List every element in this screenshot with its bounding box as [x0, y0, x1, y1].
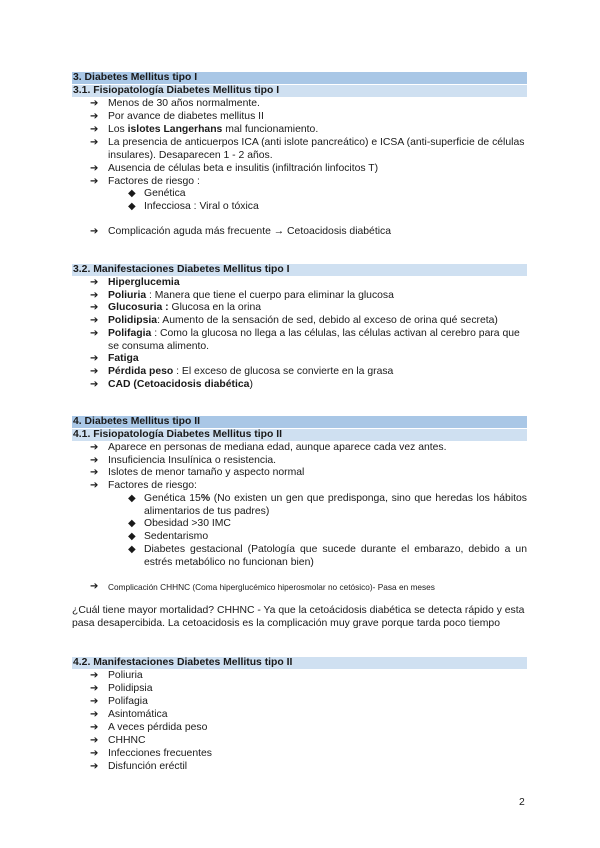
arrow-icon: ➔ — [90, 353, 99, 364]
arrow-icon: ➔ — [90, 581, 99, 592]
arrow-icon: ➔ — [90, 124, 99, 135]
arrow-icon: ➔ — [90, 722, 99, 733]
arrow-icon: ➔ — [90, 290, 99, 301]
document-page: 3. Diabetes Mellitus tipo I 3.1. Fisiopatología Diabetes Mellitus tipo I ➔ Menos de 30 años normalmente. ➔ Por avance de diabetes mellitus II ➔ Los islotes Langerhans mal funcionamiento. ➔ La presencia de anticuerpos ICA (anti islote pancreático) e ICSA (anti-superficie de células insulares). Desaparecen 1 - 2 años. ➔ Ausencia de células beta e insulitis (infiltración linfocitos T) ➔ Factores de riesgo : ◆ Genética ◆ Infecciosa : Viral o tóxica ➔ Complicación aguda más frecuente → Cetoacidosis diabética 3.2. Manifestaciones Diabetes Mellitus tipo I ➔ Hiperglucemia ➔ Poliuria : Manera que tiene el cuerpo para eliminar la glucosa ➔ Glucosuria : Glucosa en la orina ➔ Polidipsia: Aumento de la sensación de sed, debido al exceso de orina qué secreta) ➔ Polifagia : Como la glucosa no llega a las células, las células activan al cerebro para que se consuma alimento. ➔ Fatiga ➔ Pérdida peso : El exceso de glucosa se convierte en la grasa ➔ CAD (Cetoacidosis diabética) 4. Diabetes Mellitus tipo II 4.1. Fisiopatología Diabetes Mellitus tipo II ➔ Aparece en personas de mediana edad, aunque aparece cada vez antes. ➔ Insuficiencia Insulínica o resistencia. ➔ Islotes de menor tamaño y aspecto normal ➔ Factores de riesgo: ◆ Genética 15% (No existen un gen que predisponga, sino que heredas los hábitos alimentarios de tus padres) ◆ Obesidad >30 IMC ◆ Sedentarismo ◆ Diabetes gestacional (Patología que sucede durante el embarazo, debido a un estrés metabólico no funcionan bien) ➔ Complicación CHHNC (Coma hiperglucémico hiperosmolar no cetósico)- Pasa en meses ¿Cuál tiene mayor mortalidad? CHHNC - Ya que la cetoácidosis diabética se detecta rápido y esta pasa desapercibida. La cetoacidosis es la complicación muy grave porque tarda poco tiempo 4.2. Manifestaciones Diabetes Mellitus tipo II ➔ Poliuria ➔ Polidipsia ➔ Polifagia ➔ Asintomática ➔ A veces pérdida peso ➔ CHHNC ➔ Infecciones frecuentes ➔ Disfunción eréctil 2 — [72, 72, 527, 808]
arrow-icon: ➔ — [90, 379, 99, 390]
arrow-icon: ➔ — [90, 176, 99, 187]
arrow-icon: ➔ — [90, 696, 99, 707]
arrow-icon: ➔ — [90, 226, 99, 237]
arrow-icon: ➔ — [90, 480, 99, 491]
page-number: 2 — [519, 797, 525, 808]
arrow-icon: ➔ — [90, 683, 99, 694]
arrow-icon: ➔ — [90, 163, 99, 174]
section-4-2-title: 4.2. Manifestaciones Diabetes Mellitus tipo II — [72, 657, 527, 669]
section-3-title: 3. Diabetes Mellitus tipo I — [72, 72, 527, 84]
arrow-icon: ➔ — [90, 709, 99, 720]
arrow-icon: ➔ — [90, 328, 99, 339]
arrow-icon: ➔ — [90, 748, 99, 759]
diamond-icon: ◆ — [128, 201, 136, 212]
diamond-icon: ◆ — [128, 544, 136, 555]
section-4-title: 4. Diabetes Mellitus tipo II — [72, 416, 527, 428]
arrow-icon: ➔ — [90, 761, 99, 772]
section-3-1-title: 3.1. Fisiopatología Diabetes Mellitus tipo I — [72, 85, 527, 97]
arrow-icon: ➔ — [90, 315, 99, 326]
arrow-icon: ➔ — [90, 670, 99, 681]
arrow-icon: ➔ — [90, 455, 99, 466]
section-3-2-title: 3.2. Manifestaciones Diabetes Mellitus tipo I — [72, 264, 527, 276]
arrow-icon: ➔ — [90, 366, 99, 377]
arrow-icon: ➔ — [90, 277, 99, 288]
diamond-icon: ◆ — [128, 531, 136, 542]
section-4-1-title: 4.1. Fisiopatología Diabetes Mellitus tipo II — [72, 429, 527, 441]
arrow-icon: ➔ — [90, 137, 99, 148]
diamond-icon: ◆ — [128, 188, 136, 199]
arrow-icon: ➔ — [90, 735, 99, 746]
diamond-icon: ◆ — [128, 493, 136, 504]
arrow-icon: ➔ — [90, 442, 99, 453]
arrow-icon: ➔ — [90, 302, 99, 313]
arrow-icon: ➔ — [90, 111, 99, 122]
diamond-icon: ◆ — [128, 518, 136, 529]
question-paragraph: ¿Cuál tiene mayor mortalidad? CHHNC - Ya que la cetoácidosis diabética se detecta rápido y esta pasa desapercibida. La cetoacidosis es la complicación muy grave porque tarda poco tiempo — [72, 605, 525, 629]
arrow-icon: ➔ — [90, 98, 99, 109]
arrow-icon: ➔ — [90, 467, 99, 478]
